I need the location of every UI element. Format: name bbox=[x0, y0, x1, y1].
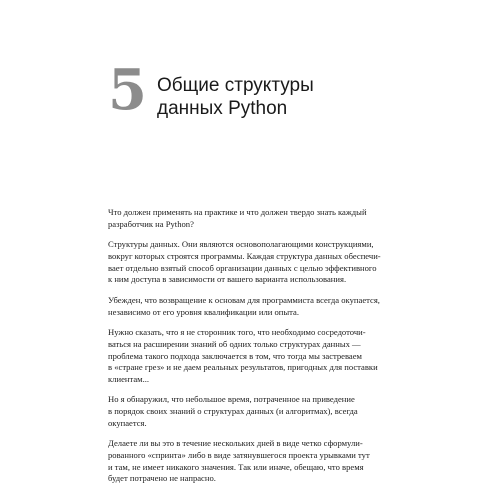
paragraph-line: рованного «спринта» либо в виде затянувшегося проекта урывками тут bbox=[108, 450, 370, 461]
paragraph-line: Убежден, что возвращение к основам для программиста всегда окупается, bbox=[108, 294, 380, 305]
paragraph-line: в «стране грез» и не даем реальных результатов, пригодных для поставки bbox=[108, 362, 378, 373]
chapter-number: 5 bbox=[108, 57, 147, 123]
paragraph-line: проблема такого подхода заключается в том, что тогда мы застреваем bbox=[108, 350, 362, 361]
paragraph-line: в порядок своих знаний о структурах данных (и алгоритмах), всегда bbox=[108, 406, 358, 417]
paragraph-line: Структуры данных. Они являются основополагающими конструкциями, bbox=[108, 239, 374, 250]
paragraph-line: разработчик на Python? bbox=[108, 218, 194, 229]
paragraph-line: Что должен применять на практике и что должен твердо знать каждый bbox=[108, 207, 367, 217]
paragraph-line: вокруг которых строятся программы. Каждая структура данных обеспечи- bbox=[108, 250, 381, 261]
paragraph-line: и там, не имеет никакого значения. Так или иначе, обещаю, что время bbox=[108, 461, 364, 472]
paragraph bbox=[108, 327, 380, 385]
paragraph bbox=[108, 207, 380, 230]
paragraph-line: Но я обнаружил, что небольшое время, потраченное на приведение bbox=[108, 394, 355, 405]
paragraph bbox=[108, 438, 380, 484]
paragraph-line: вает отдельно взятый способ организации данных с целью эффективного bbox=[108, 262, 377, 273]
paragraph-line: окупается. bbox=[108, 417, 147, 428]
paragraph-line: независимо от его уровня квалификации или опыта. bbox=[108, 306, 299, 317]
chapter-title-line-2: данных Python bbox=[157, 98, 288, 119]
paragraph bbox=[108, 295, 380, 318]
chapter-title-line-1: Общие структуры bbox=[157, 75, 314, 96]
paragraph-line: клиентам... bbox=[108, 373, 150, 384]
paragraph-line: к ним доступа в зависимости от вашего варианта использования. bbox=[108, 274, 347, 285]
paragraph bbox=[108, 394, 380, 429]
paragraph-line: ваться на расширении знаний об одних только структурах данных — bbox=[108, 338, 361, 349]
chapter-title bbox=[157, 74, 314, 120]
paragraph-line: Делаете ли вы это в течение нескольких дней в виде четко сформули- bbox=[108, 438, 363, 449]
paragraph bbox=[108, 239, 380, 285]
chapter-body bbox=[108, 207, 380, 494]
paragraph-line: Нужно сказать, что я не сторонник того, что необходимо сосредоточи- bbox=[108, 327, 366, 338]
paragraph-line: будет потрачено не напрасно. bbox=[108, 473, 216, 484]
